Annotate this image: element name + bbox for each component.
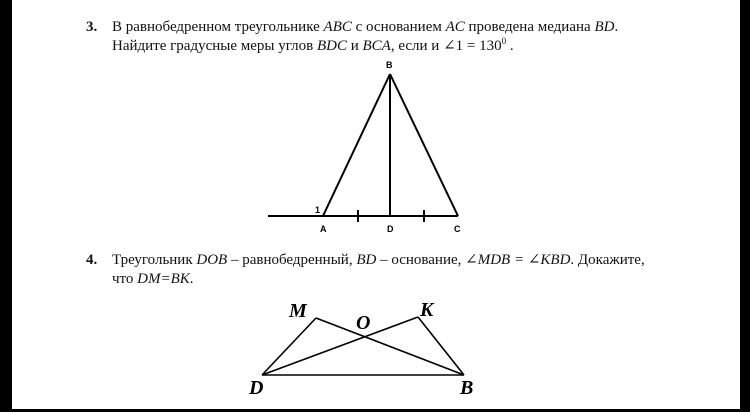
text-fragment: . Докажите, bbox=[570, 252, 645, 268]
text-fragment: – основание, bbox=[376, 252, 466, 268]
triangle-abc-figure bbox=[268, 74, 458, 222]
var-abc: ABC bbox=[323, 19, 352, 35]
text-fragment: В равнобедренном треугольнике bbox=[112, 19, 324, 35]
label-a: A bbox=[320, 224, 327, 234]
var-bd: BD bbox=[356, 252, 377, 268]
text-fragment: проведена медиана bbox=[464, 19, 595, 35]
var-bd: BD bbox=[594, 19, 615, 35]
label-angle-1: 1 bbox=[315, 205, 321, 215]
label-m: M bbox=[289, 300, 307, 322]
segment-dm bbox=[262, 318, 316, 375]
problem-number: 3. bbox=[86, 19, 98, 35]
angle-equality: ∠MDB = ∠KBD bbox=[465, 252, 571, 268]
segment-dk bbox=[262, 317, 418, 375]
label-o: O bbox=[356, 312, 371, 334]
label-b: B bbox=[386, 60, 393, 70]
text-fragment: . bbox=[506, 38, 514, 54]
text-fragment: . bbox=[614, 19, 619, 35]
var-ac: AC bbox=[445, 19, 465, 35]
text-fragment: – равнобедренный, bbox=[227, 252, 357, 268]
var-bca: BCA bbox=[362, 38, 391, 54]
var-dob: DOB bbox=[196, 252, 228, 268]
label-k: K bbox=[420, 299, 434, 321]
label-d: D bbox=[387, 224, 394, 234]
text-fragment: Найдите градусные меры углов bbox=[112, 38, 317, 54]
text-fragment: Треугольник bbox=[112, 252, 197, 268]
text-fragment: . bbox=[189, 271, 194, 287]
degree-mark: 0 bbox=[501, 36, 507, 46]
label-d: D bbox=[249, 377, 264, 399]
side-bc bbox=[390, 74, 458, 216]
side-ab bbox=[323, 74, 390, 216]
label-c: C bbox=[454, 224, 461, 234]
segment-equality: DM=BK bbox=[137, 271, 190, 287]
label-b: B bbox=[460, 377, 474, 399]
text-fragment: и bbox=[346, 38, 363, 54]
text-fragment: , если и bbox=[390, 38, 444, 54]
text-fragment: что bbox=[112, 271, 138, 287]
var-bdc: BDC bbox=[316, 38, 347, 54]
problem-number: 4. bbox=[86, 252, 98, 268]
angle-expression: ∠1 = 130 bbox=[443, 38, 502, 54]
text-fragment: с основанием bbox=[351, 19, 446, 35]
